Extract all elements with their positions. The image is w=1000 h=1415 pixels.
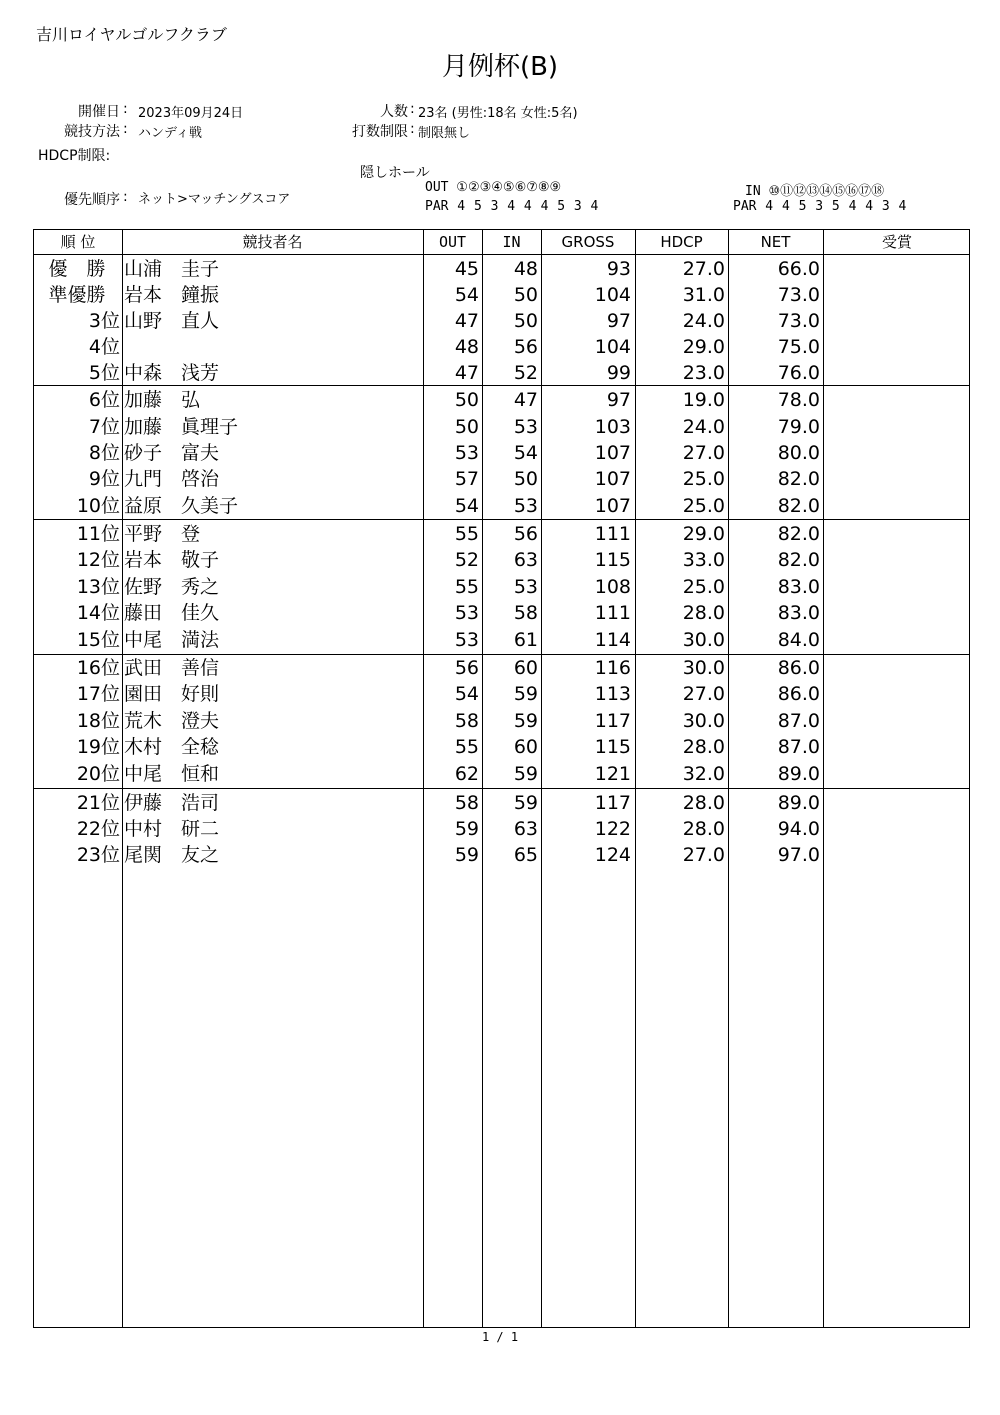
player-name-cell: 佐野 秀之 [124, 576, 220, 598]
out-cell: 45 [454, 258, 479, 280]
player-name-cell: 伊藤 浩司 [124, 792, 220, 814]
award-cell [823, 414, 969, 441]
player-name-cell: 荒木 澄夫 [124, 710, 220, 732]
net-cell: 83.0 [777, 602, 820, 624]
out-cell: 62 [454, 763, 479, 785]
in-cell: 59 [513, 683, 538, 705]
player-name-cell: 加藤 眞理子 [124, 416, 239, 438]
net-cell: 78.0 [777, 389, 820, 411]
out-cell: 53 [454, 442, 479, 464]
table-row [34, 440, 969, 467]
header-divider [34, 254, 969, 255]
hdcp-cell: 25.0 [682, 468, 725, 490]
hdcp-cell: 28.0 [682, 792, 725, 814]
out-cell: 58 [454, 792, 479, 814]
out-cell: 55 [454, 523, 479, 545]
page-title: 月例杯(B) [441, 52, 559, 82]
hidden-hole-label: 隠しホール [360, 165, 430, 181]
net-cell: 82.0 [777, 549, 820, 571]
table-row [34, 334, 969, 361]
award-cell [823, 574, 969, 601]
hdcp-cell: 30.0 [682, 710, 725, 732]
table-row [34, 308, 969, 335]
player-name-cell: 尾関 友之 [124, 844, 220, 866]
header-gross: GROSS [561, 233, 615, 251]
hdcp-cell: 27.0 [682, 683, 725, 705]
player-name-cell: 岩本 鐘振 [124, 284, 220, 306]
out-cell: 59 [454, 818, 479, 840]
out-cell: 53 [454, 602, 479, 624]
in-cell: 50 [513, 310, 538, 332]
net-cell: 87.0 [777, 736, 820, 758]
table-row [34, 681, 969, 708]
out-cell: 53 [454, 629, 479, 651]
gross-cell: 111 [594, 602, 631, 624]
hdcp-cell: 28.0 [682, 602, 725, 624]
gross-cell: 113 [594, 683, 631, 705]
award-cell [823, 547, 969, 574]
hdcp-cell: 30.0 [682, 657, 725, 679]
in-holes: IN ⑩⑪⑫⑬⑭⑮⑯⑰⑱ [745, 184, 885, 199]
award-cell [823, 360, 969, 387]
rank-cell: 13位 [76, 576, 120, 598]
player-name-cell: 武田 善信 [124, 657, 220, 679]
rank-cell: 19位 [76, 736, 120, 758]
hdcp-cell: 28.0 [682, 818, 725, 840]
table-row [34, 816, 969, 843]
club-name: 吉川ロイヤルゴルフクラブ [36, 25, 227, 44]
in-cell: 56 [513, 523, 538, 545]
gross-cell: 117 [594, 792, 631, 814]
table-row [34, 360, 969, 387]
out-holes: OUT ①②③④⑤⑥⑦⑧⑨ [425, 180, 562, 195]
header-hdcp: HDCP [660, 233, 703, 251]
rank-cell: 10位 [76, 495, 120, 517]
rank-cell: 9位 [88, 468, 120, 490]
award-cell [823, 681, 969, 708]
count-colon: : [410, 101, 415, 117]
gross-cell: 104 [594, 336, 631, 358]
hdcp-cell: 30.0 [682, 629, 725, 651]
player-name-cell: 山浦 圭子 [124, 258, 220, 280]
net-cell: 94.0 [777, 818, 820, 840]
limit-colon: : [410, 121, 415, 137]
in-cell: 53 [513, 495, 538, 517]
award-cell [823, 790, 969, 817]
net-cell: 79.0 [777, 416, 820, 438]
hdcp-cell: 19.0 [682, 389, 725, 411]
hdcp-cell: 23.0 [682, 362, 725, 384]
player-name-cell: 藤田 佳久 [124, 602, 220, 624]
in-cell: 63 [513, 549, 538, 571]
gross-cell: 107 [594, 495, 631, 517]
net-cell: 89.0 [777, 792, 820, 814]
method-label: 競技方法 [64, 124, 120, 140]
rank-cell: 20位 [76, 763, 120, 785]
in-cell: 59 [513, 710, 538, 732]
net-cell: 80.0 [777, 442, 820, 464]
rank-cell: 6位 [88, 389, 120, 411]
method-value: ハンディ戦 [138, 126, 202, 141]
table-row [34, 414, 969, 441]
rank-cell: 23位 [76, 844, 120, 866]
in-cell: 50 [513, 468, 538, 490]
table-row [34, 708, 969, 735]
date-colon: : [123, 101, 128, 117]
hdcp-cell: 25.0 [682, 576, 725, 598]
net-cell: 86.0 [777, 683, 820, 705]
rank-cell: 7位 [88, 416, 120, 438]
net-cell: 82.0 [777, 468, 820, 490]
award-cell [823, 256, 969, 283]
table-row [34, 842, 969, 869]
limit-label: 打数制限 [352, 124, 408, 140]
out-cell: 56 [454, 657, 479, 679]
rank-cell: 15位 [76, 629, 120, 651]
gross-cell: 122 [594, 818, 631, 840]
hdcp-cell: 27.0 [682, 844, 725, 866]
out-cell: 55 [454, 736, 479, 758]
hdcp-limit-label: HDCP制限: [38, 148, 111, 164]
gross-cell: 97 [606, 310, 631, 332]
in-cell: 63 [513, 818, 538, 840]
award-cell [823, 600, 969, 627]
in-cell: 56 [513, 336, 538, 358]
in-cell: 53 [513, 416, 538, 438]
header-in: IN [502, 233, 521, 251]
rank-cell: 3位 [88, 310, 120, 332]
hdcp-cell: 33.0 [682, 549, 725, 571]
player-name-cell: 加藤 弘 [124, 389, 201, 411]
priority-label: 優先順序 [64, 192, 120, 208]
award-cell [823, 493, 969, 520]
in-par: PAR 4 4 5 3 5 4 4 3 4 [733, 199, 907, 214]
table-row [34, 761, 969, 788]
gross-cell: 108 [594, 576, 631, 598]
group-divider [34, 788, 969, 789]
table-row [34, 655, 969, 682]
out-cell: 59 [454, 844, 479, 866]
rank-cell: 12位 [76, 549, 120, 571]
in-cell: 61 [513, 629, 538, 651]
header-net: NET [760, 233, 791, 251]
limit-value: 制限無し [418, 126, 471, 141]
award-cell [823, 734, 969, 761]
net-cell: 89.0 [777, 763, 820, 785]
award-cell [823, 308, 969, 335]
in-cell: 60 [513, 736, 538, 758]
method-colon: : [123, 121, 128, 137]
rank-cell: 21位 [76, 792, 120, 814]
player-name-cell: 山野 直人 [124, 310, 220, 332]
hdcp-cell: 27.0 [682, 442, 725, 464]
player-name-cell [124, 334, 422, 361]
net-cell: 76.0 [777, 362, 820, 384]
rank-cell: 14位 [76, 602, 120, 624]
page-number: 1 / 1 [481, 1330, 519, 1344]
priority-colon: : [123, 189, 128, 205]
out-cell: 50 [454, 416, 479, 438]
out-cell: 54 [454, 284, 479, 306]
in-cell: 60 [513, 657, 538, 679]
gross-cell: 115 [594, 736, 631, 758]
player-name-cell: 砂子 富夫 [124, 442, 220, 464]
in-cell: 59 [513, 763, 538, 785]
gross-cell: 116 [594, 657, 631, 679]
out-cell: 54 [454, 683, 479, 705]
out-cell: 54 [454, 495, 479, 517]
table-row [34, 600, 969, 627]
hdcp-cell: 24.0 [682, 310, 725, 332]
rank-cell: 8位 [88, 442, 120, 464]
header-name: 競技者名 [242, 233, 303, 251]
priority-value: ネット>マッチングスコア [138, 192, 291, 207]
out-cell: 57 [454, 468, 479, 490]
hdcp-cell: 25.0 [682, 495, 725, 517]
net-cell: 87.0 [777, 710, 820, 732]
award-cell [823, 282, 969, 309]
player-name-cell: 園田 好則 [124, 683, 220, 705]
player-name-cell: 九門 啓治 [124, 468, 220, 490]
award-cell [823, 816, 969, 843]
hdcp-cell: 28.0 [682, 736, 725, 758]
rank-cell: 4位 [88, 336, 120, 358]
award-cell [823, 387, 969, 414]
table-row [34, 466, 969, 493]
in-cell: 59 [513, 792, 538, 814]
net-cell: 82.0 [777, 495, 820, 517]
gross-cell: 99 [606, 362, 631, 384]
date-label: 開催日 [78, 104, 120, 120]
table-row [34, 387, 969, 414]
hdcp-cell: 24.0 [682, 416, 725, 438]
count-label: 人数 [380, 104, 408, 120]
rank-cell: 18位 [76, 710, 120, 732]
out-cell: 47 [454, 310, 479, 332]
table-row [34, 574, 969, 601]
out-cell: 58 [454, 710, 479, 732]
in-cell: 54 [513, 442, 538, 464]
table-row [34, 256, 969, 283]
player-name-cell: 中森 浅芳 [124, 362, 220, 384]
table-row [34, 282, 969, 309]
gross-cell: 115 [594, 549, 631, 571]
award-cell [823, 334, 969, 361]
gross-cell: 104 [594, 284, 631, 306]
in-cell: 58 [513, 602, 538, 624]
rank-cell: 5位 [88, 362, 120, 384]
out-cell: 48 [454, 336, 479, 358]
out-cell: 55 [454, 576, 479, 598]
rank-cell: 11位 [76, 523, 120, 545]
rank-cell: 16位 [76, 657, 120, 679]
count-value: 23名 (男性:18名 女性:5名) [418, 106, 578, 121]
player-name-cell: 中村 研二 [124, 818, 220, 840]
table-row [34, 734, 969, 761]
table-row [34, 493, 969, 520]
gross-cell: 93 [606, 258, 631, 280]
player-name-cell: 中尾 恒和 [124, 763, 220, 785]
header-rank: 順 位 [60, 233, 96, 251]
award-cell [823, 708, 969, 735]
hdcp-cell: 27.0 [682, 258, 725, 280]
net-cell: 73.0 [777, 284, 820, 306]
in-cell: 47 [513, 389, 538, 411]
gross-cell: 111 [594, 523, 631, 545]
gross-cell: 124 [594, 844, 631, 866]
out-cell: 50 [454, 389, 479, 411]
award-cell [823, 466, 969, 493]
in-cell: 48 [513, 258, 538, 280]
gross-cell: 117 [594, 710, 631, 732]
award-cell [823, 842, 969, 869]
award-cell [823, 440, 969, 467]
net-cell: 86.0 [777, 657, 820, 679]
out-cell: 52 [454, 549, 479, 571]
net-cell: 97.0 [777, 844, 820, 866]
net-cell: 66.0 [777, 258, 820, 280]
gross-cell: 114 [594, 629, 631, 651]
net-cell: 83.0 [777, 576, 820, 598]
in-cell: 52 [513, 362, 538, 384]
hdcp-cell: 29.0 [682, 523, 725, 545]
hdcp-cell: 29.0 [682, 336, 725, 358]
player-name-cell: 中尾 満法 [124, 629, 220, 651]
award-cell [823, 627, 969, 654]
out-par: PAR 4 5 3 4 4 4 5 3 4 [425, 199, 599, 214]
table-row [34, 547, 969, 574]
gross-cell: 107 [594, 468, 631, 490]
in-cell: 65 [513, 844, 538, 866]
header-award: 受賞 [881, 233, 912, 251]
player-name-cell: 益原 久美子 [124, 495, 239, 517]
rank-cell: 準優勝 [48, 284, 106, 306]
results-table [33, 229, 970, 1328]
hdcp-cell: 32.0 [682, 763, 725, 785]
gross-cell: 103 [594, 416, 631, 438]
rank-cell: 22位 [76, 818, 120, 840]
date-value: 2023年09月24日 [138, 106, 244, 121]
gross-cell: 121 [594, 763, 631, 785]
award-cell [823, 521, 969, 548]
player-name-cell: 平野 登 [124, 523, 201, 545]
rank-cell: 優 勝 [48, 258, 106, 280]
header-out: OUT [438, 233, 467, 251]
rank-cell: 17位 [76, 683, 120, 705]
net-cell: 84.0 [777, 629, 820, 651]
hdcp-cell: 31.0 [682, 284, 725, 306]
net-cell: 75.0 [777, 336, 820, 358]
net-cell: 73.0 [777, 310, 820, 332]
in-cell: 50 [513, 284, 538, 306]
net-cell: 82.0 [777, 523, 820, 545]
table-row [34, 521, 969, 548]
award-cell [823, 655, 969, 682]
gross-cell: 107 [594, 442, 631, 464]
in-cell: 53 [513, 576, 538, 598]
player-name-cell: 木村 全稔 [124, 736, 220, 758]
gross-cell: 97 [606, 389, 631, 411]
table-row [34, 790, 969, 817]
table-row [34, 627, 969, 654]
award-cell [823, 761, 969, 788]
player-name-cell: 岩本 敬子 [124, 549, 220, 571]
out-cell: 47 [454, 362, 479, 384]
